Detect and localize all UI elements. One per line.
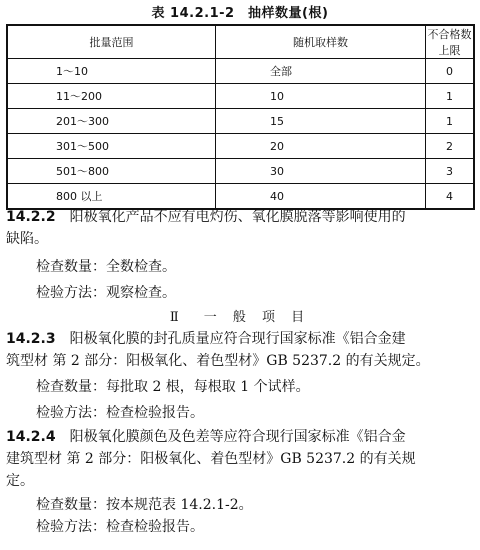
clause-number: 14.2.4 [6,429,56,445]
table-row [7,134,474,159]
check-quantity: 检查数量：按本规范表 14.2.1-2。 [36,497,253,513]
cell-sample-size: 10 [216,84,426,109]
cell-batch-range: 201～300 [7,109,216,134]
cell-sample-size: 40 [216,184,426,210]
header-defect-limit: 不合格数上限 [426,25,475,59]
cell-defect-limit: 0 [426,59,475,84]
table-row [7,84,474,109]
sampling-table [6,24,475,210]
clause-line: 缺陷。 [6,231,48,247]
clause-line: 阳极氧化产品不应有电灼伤、氧化膜脱落等影响使用的 [69,209,406,225]
cell-batch-range: 1～10 [7,59,216,84]
cell-batch-range: 800 以上 [7,184,216,210]
clause-line: 阳极氧化膜颜色及色差等应符合现行国家标准《铝合金 [69,429,406,445]
cell-batch-range: 11～200 [7,84,216,109]
check-quantity: 检查数量：每批取 2 根，每根取 1 个试样。 [36,379,310,395]
table-row [7,109,474,134]
check-quantity: 检查数量：全数检查。 [36,259,176,275]
cell-defect-limit: 1 [426,109,475,134]
clause-line: 阳极氧化膜的封孔质量应符合现行国家标准《铝合金建 [69,331,406,347]
clause-14-2-3 [6,328,474,424]
cell-defect-limit: 2 [426,134,475,159]
header-batch-range: 批量范围 [7,25,216,59]
cell-defect-limit: 1 [426,84,475,109]
clause-line: 建筑型材 第 2 部分：阳极氧化、着色型材》GB 5237.2 的有关规 [6,451,416,467]
check-method: 检验方法：检查检验报告。 [36,405,204,421]
clause-14-2-2 [6,206,474,304]
clause-number: 14.2.2 [6,209,56,225]
cell-defect-limit: 4 [426,184,475,210]
clause-line: 定。 [6,473,34,489]
clause-number: 14.2.3 [6,331,56,347]
cell-batch-range: 301～500 [7,134,216,159]
cell-defect-limit: 3 [426,159,475,184]
check-method: 检验方法：检查检验报告。 [36,519,204,535]
table-row [7,159,474,184]
section-heading: Ⅱ 一 般 项 目 [169,310,311,325]
header-sample-size: 随机取样数 [216,25,426,59]
table-row [7,59,474,84]
cell-sample-size: 30 [216,159,426,184]
clause-text [6,328,474,350]
clause-14-2-4 [6,426,474,538]
table-caption: 表 14.2.1-2 抽样数量(根) [151,6,329,21]
clause-line: 筑型材 第 2 部分：阳极氧化、着色型材》GB 5237.2 的有关规定。 [6,353,430,369]
cell-sample-size: 20 [216,134,426,159]
check-method: 检验方法：观察检查。 [36,285,176,301]
table-header-row [7,25,474,59]
cell-sample-size: 15 [216,109,426,134]
cell-batch-range: 501～800 [7,159,216,184]
clause-text [6,426,474,448]
clause-text [6,206,474,228]
cell-sample-size: 全部 [216,59,426,84]
